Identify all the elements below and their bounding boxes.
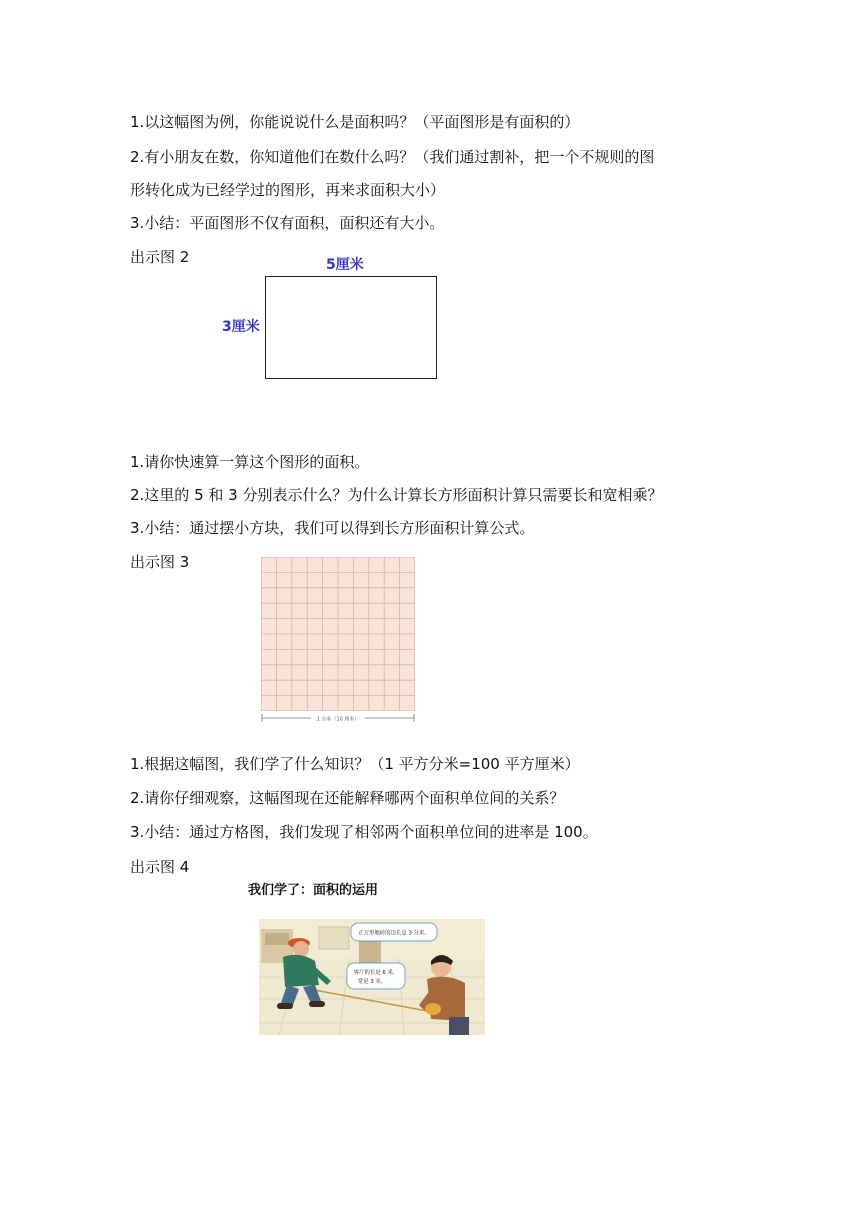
figure-3-label: 出示图 3	[130, 553, 190, 571]
question-1-2b: 形转化成为已经学过的图形，再来求面积大小）	[130, 181, 446, 199]
figure-4-title: 我们学了：面积的运用	[248, 883, 379, 898]
question-3-1: 1.根据这幅图，我们学了什么知识？（1 平方分米=100 平方厘米）	[130, 755, 580, 773]
summary-2: 3.小结：通过摆小方块，我们可以得到长方形面积计算公式。	[130, 519, 535, 537]
question-1-2a: 2.有小朋友在数，你知道他们在数什么吗？（我们通过割补，把一个不规则的图	[130, 148, 655, 166]
figure-4-label: 出示图 4	[130, 858, 190, 876]
speech-bubble-2	[347, 963, 405, 989]
speech-bubble-1	[351, 923, 437, 941]
floor-measuring-illustration	[259, 919, 485, 1035]
question-2-2: 2.这里的 5 和 3 分别表示什么？为什么计算长方形面积计算只需要长和宽相乘？	[130, 486, 663, 504]
grid-scale-label: 1 分米（10 厘米）	[316, 716, 360, 723]
square-decimeter-grid	[261, 557, 415, 711]
grid-scale	[261, 712, 415, 724]
rect-height-label: 3厘米	[222, 319, 260, 335]
speech-bubble-1-text: 正方形地砖的边长是 3 分米。	[358, 930, 430, 937]
summary-1: 3.小结：平面图形不仅有面积，面积还有大小。	[130, 214, 445, 232]
summary-3: 3.小结：通过方格图，我们发现了相邻两个面积单位间的进率是 100。	[130, 823, 598, 841]
question-3-2: 2.请你仔细观察，这幅图现在还能解释哪两个面积单位间的关系？	[130, 789, 565, 807]
rectangle-figure	[265, 276, 437, 379]
question-1-1: 1.以这幅图为例，你能说说什么是面积吗？（平面图形是有面积的）	[130, 113, 580, 131]
rect-width-label: 5厘米	[326, 257, 364, 273]
question-2-1: 1.请你快速算一算这个图形的面积。	[130, 453, 370, 471]
figure-2-label: 出示图 2	[130, 248, 190, 266]
speech-bubble-2-line2: 宽是 3 米。	[357, 979, 387, 985]
speech-bubble-2-line1: 客厅的长是 6 米，	[353, 970, 399, 976]
